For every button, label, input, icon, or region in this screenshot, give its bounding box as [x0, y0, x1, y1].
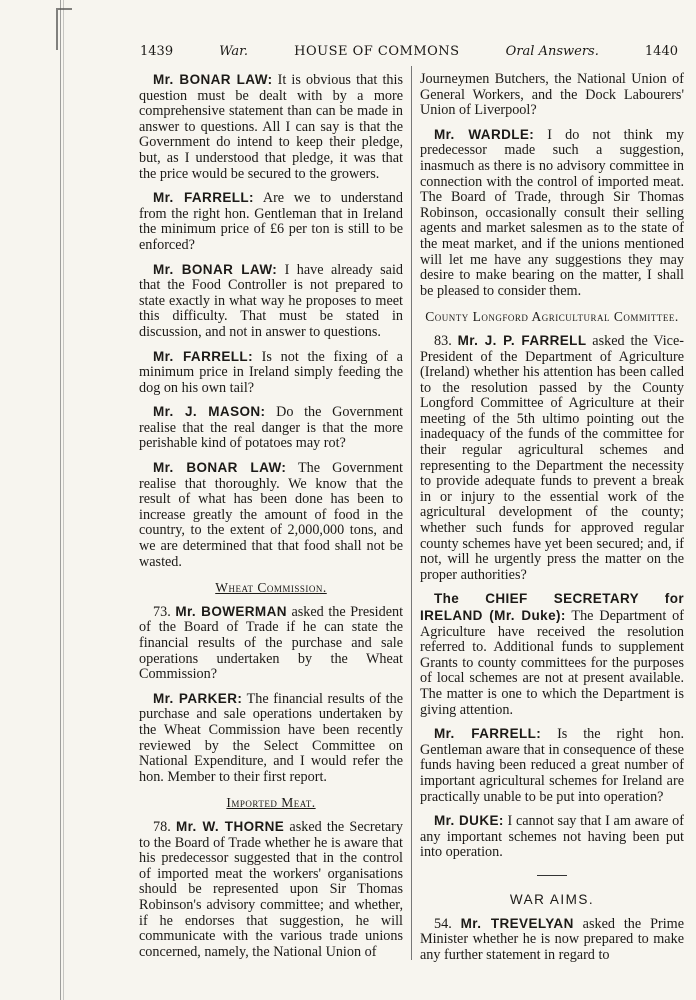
- speaker-name: Mr. BONAR LAW:: [153, 72, 273, 87]
- speech-text: I cannot say that I am aware of any important schemes not having been put into operation.: [420, 813, 684, 861]
- speaker-name: Mr. BONAR LAW:: [153, 261, 278, 277]
- question-73-bowerman: [139, 604, 403, 683]
- speaker-name: Mr. BOWERMAN: [175, 603, 287, 619]
- speaker-name: Mr. J. P. FARRELL: [457, 332, 587, 348]
- speaker-name: Mr. J. MASON:: [153, 404, 266, 420]
- binding-mark: [56, 8, 72, 50]
- speaker-name: Mr. FARRELL:: [153, 190, 254, 206]
- section-heading-county-longford: County Longford Agricultural Committee.: [425, 309, 679, 325]
- answer-chief-secretary: [420, 591, 684, 718]
- question-number: 83.: [434, 332, 458, 349]
- question-text: asked the President of the Board of Trade if he can state the financial results of the purchase and sale operations undertaken by the Wheat Commission?: [139, 603, 403, 683]
- margin-rule-inner: [63, 0, 64, 1000]
- question-number: 78.: [153, 818, 176, 835]
- column-divider: [411, 66, 412, 960]
- speech-text: The Government realise that thoroughly. We know that the result of what has been done has been to increase greatly the amount of food in the country, to the extent of 2,000,000 tons, and we are determined that that food shall not be wasted.: [139, 460, 403, 570]
- speech-farrell-3: [420, 726, 684, 805]
- speech-bonar-law-2: [139, 262, 403, 341]
- speaker-name: Mr. BONAR LAW:: [153, 460, 287, 476]
- speaker-name: Mr. TREVELYAN: [460, 915, 574, 931]
- speech-duke: [420, 813, 684, 861]
- question-text: Journeymen Butchers, the National Union of General Workers, and the Dock Labourers' Union of Liverpool?: [420, 72, 684, 119]
- speech-text: Are we to understand from the right hon. Gentleman that in Ireland the minimum price of £6 per ton is still to be enforced?: [139, 190, 403, 253]
- speech-j-mason: [139, 404, 403, 452]
- speaker-name: The CHIEF SECRETARY for IRELAND (Mr. Duke):: [420, 591, 684, 623]
- answer-parker: [139, 691, 403, 786]
- section-heading-wheat-commission: Wheat Commission.: [215, 580, 327, 596]
- speaker-name: Mr. W. THORNE: [175, 818, 285, 834]
- speech-text: Is not the fixing of a minimum price in Ireland simply feeding the dog on his own tail?: [139, 348, 403, 396]
- left-column: [139, 72, 403, 994]
- running-header: [140, 44, 678, 64]
- question-number: 54.: [434, 915, 461, 932]
- answer-text: The Department of Agriculture have received the resolution referred to. Additional funds to supplement Grants to county committees for the purposes of local schemes are not at present available. The matter is one to which the Department is giving attention.: [420, 608, 684, 718]
- speaker-name: Mr. WARDLE:: [434, 126, 535, 142]
- section-heading-war-aims: WAR AIMS.: [509, 891, 595, 907]
- speaker-name: Mr. DUKE:: [434, 813, 504, 829]
- answer-wardle: [420, 127, 684, 300]
- question-78-thorne: [139, 819, 403, 960]
- speech-farrell-1: [139, 190, 403, 253]
- left-page-number: 1439: [140, 44, 174, 59]
- header-house-title: HOUSE OF COMMONS: [294, 44, 460, 59]
- speaker-name: Mr. FARRELL:: [153, 348, 253, 364]
- speech-text: Do the Government realise that the real danger is that the more perishable kind of potatoes may rot?: [139, 404, 403, 452]
- speech-text: I have already said that the Food Controller is not prepared to state exactly in what way he proposes to meet this difficulty. That must be stated in discussion, and not in answer to questions.: [139, 261, 403, 340]
- margin-rule: [60, 0, 61, 1000]
- header-oral-answers: Oral Answers.: [505, 44, 599, 59]
- answer-text: The financial results of the purchase and sale operations undertaken by the Wheat Commission have been recently reviewed by the Select Committee on National Expenditure, and I would refer the hon. Member to their first report.: [139, 690, 403, 785]
- question-text: asked the Vice-President of the Department of Agriculture (Ireland) whether his attention has been called to the resolution passed by the County Longford Committee of Agriculture at their meeting of the 5th ultimo pointing out the inadequacy of the funds of the committee for their regular agricultural schemes and representing to the Department the necessity to provide adequate funds to prevent a break in or injury to the essential work of the agricultural development of the county; whether such funds for approved regular county schemes have yet been secured; and, if not, will he urgently press the matter on the proper authorities?: [420, 332, 684, 583]
- speech-text: It is obvious that this question must be dealt with by a more comprehensive statement than can be made in answer to questions. All I can say is that the Government do intend to keep their pledge, but, as I understood that pledge, it was that the price would be secured to the growers.: [139, 72, 403, 182]
- header-section-war: War.: [219, 44, 249, 59]
- right-column: [420, 72, 684, 994]
- answer-text: I do not think my predecessor made such a suggestion, inasmuch as there is no advisory committee in connection with the control of imported meat. The Board of Trade, through Sir Thomas Robinson, occasionally consult their selling agents and market salesmen as to the state of the meat market, and if the unions mentioned will let me have any suggestions they may desire to make bearing on the matter, I shall be pleased to consider them.: [420, 126, 684, 299]
- right-page-number: 1440: [644, 44, 678, 59]
- question-text: asked the Prime Minister whether he is now prepared to make any further statement in regard to: [420, 915, 684, 963]
- question-78-continuation: [420, 72, 684, 119]
- question-number: 73.: [153, 603, 176, 620]
- section-heading-imported-meat: Imported Meat.: [226, 795, 316, 811]
- speech-bonar-law-3: [139, 460, 403, 570]
- question-83-j-p-farrell: [420, 333, 684, 584]
- section-separator-rule: [537, 875, 567, 876]
- speaker-name: Mr. PARKER:: [153, 690, 243, 706]
- speech-text: Is the right hon. Gentleman aware that in consequence of these funds having been reduced a great number of important agricultural schemes for Ireland are practically unable to be put into operation?: [420, 726, 684, 805]
- speech-bonar-law-1: [139, 72, 403, 182]
- question-text: asked the Secretary to the Board of Trade whether he is aware that his predecessor suggested that in the control of imported meat the workers' organisations should be represented upon Sir Thomas Robinson's advisory committee; and whether, if he endorses that suggestion, he will communicate with the various trade unions concerned, namely, the National Union of: [139, 818, 403, 960]
- question-54-trevelyan: [420, 916, 684, 964]
- speaker-name: Mr. FARRELL:: [434, 726, 542, 742]
- speech-farrell-2: [139, 349, 403, 397]
